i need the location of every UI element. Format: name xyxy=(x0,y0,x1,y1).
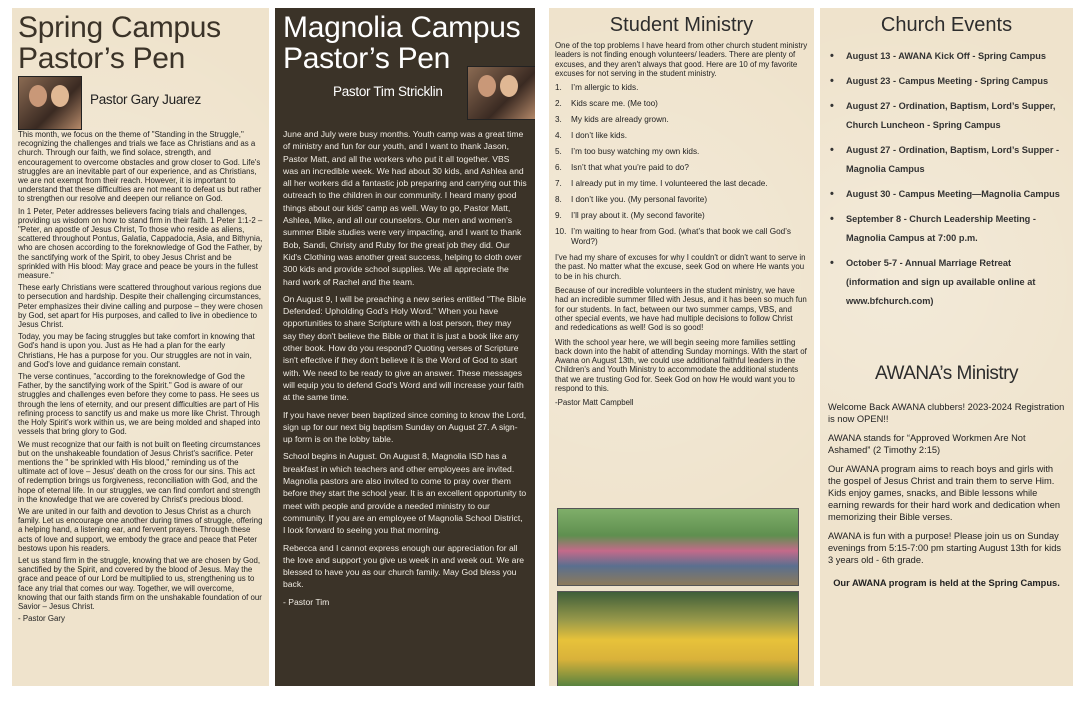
spring-paragraph: The verse continues, "according to the foreknowledge of God the Father, by the sanctifying work of the Spirit." God is aware of our struggles and challenges even before they come to pass. He sees us through the lens of eternity, and our present difficulties are part of His refining process to sanctify us and make us more like Christ. Through the Holy Spirit's work within us, we are being molded and shaped into vessels that bring glory to God. xyxy=(18,372,261,437)
events-list xyxy=(828,47,1065,311)
excuse-text: Kids scare me. (Me too) xyxy=(571,99,658,109)
magnolia-pastor-row xyxy=(283,74,527,128)
excuse-item xyxy=(555,83,808,93)
excuse-item xyxy=(555,131,808,141)
excuse-text: I’ll pray about it. (My second favorite) xyxy=(571,211,705,221)
excuse-text: My kids are already grown. xyxy=(571,115,669,125)
pastor-gary-photo xyxy=(18,76,82,130)
event-item: • August 27 - Ordination, Baptism, Lord’s Supper, Church Luncheon - Spring Campus xyxy=(828,97,1065,135)
excuse-number: 9. xyxy=(555,211,562,221)
youth-camp-photo xyxy=(557,591,799,686)
church-events-heading: Church Events xyxy=(880,14,1013,36)
awana-fun: AWANA is fun with a purpose! Please join us on Sunday evenings from 5:15-7:00 pm starting August 13th for kids 3 years old - 6th grade. xyxy=(828,531,1062,565)
awana-location: Our AWANA program is held at the Spring Campus. xyxy=(833,578,1060,588)
magnolia-paragraph: Rebecca and I cannot express enough our appreciation for all the love and support you give us week in and week out. We are blessed to have you as our church family. May God bless you back. xyxy=(283,542,525,590)
spring-paragraph: We are united in our faith and devotion to Jesus Christ as a church family. Let us encourage one another during times of struggle, offering a helping hand, a listening ear, and fervent prayers. Through these acts of love and support, we embody the grace and peace that Peter bestows upon his readers. xyxy=(18,506,263,553)
event-item: • August 30 - Campus Meeting—Magnolia Campus xyxy=(828,185,1065,204)
excuse-number: 2. xyxy=(555,99,562,109)
excuse-item xyxy=(555,99,808,109)
excuse-text: I’m too busy watching my own kids. xyxy=(571,147,700,157)
spring-paragraph: These early Christians were scattered throughout various regions due to persecution and hardship. Despite their challenging circumstances, Peter emphasizes their divine calling and purpose – they were chosen by God, set apart for His purposes, and called to live in obedience to Jesus Christ. xyxy=(18,283,263,330)
excuse-text: I don’t like you. (My personal favorite) xyxy=(571,195,708,205)
student-ministry-heading: Student Ministry xyxy=(609,14,754,36)
excuse-text: Isn’t that what you’re paid to do? xyxy=(571,163,689,173)
spring-paragraph: - Pastor Gary xyxy=(18,614,65,624)
excuse-text: I’m allergic to kids. xyxy=(571,83,639,93)
excuse-number: 1. xyxy=(555,83,562,93)
excuse-number: 3. xyxy=(555,115,562,125)
magnolia-campus-panel xyxy=(275,8,535,686)
spring-title: Spring Campus Pastor’s Pen xyxy=(18,11,221,75)
magnolia-paragraph: On August 9, I will be preaching a new series entitled “The Bible Defended: Upholding God’s Holy Word.” When you have opportunities to share Scripture with a lost person, they may say they don't believe the Bible or that it is just a book like any other book. How do you respond? Quoting verses of Scripture isn't effective if they don't believe it is the Word of God to start with. We need to be ready to give an answer. These messages will equip you to defend God's Word and will increase your faith at the same time. xyxy=(283,293,527,403)
event-item: • October 5-7 - Annual Marriage Retreat (information and sign up available online at www.bfchurch.com) xyxy=(828,254,1065,311)
magnolia-paragraph: June and July were busy months. Youth camp was a great time of ministry and fun for our youth, and I want to thank Jason, Pastor Matt, and all the workers who put it all together. VBS was an incredible week. We had about 30 kids, and Ashlea and all her workers did a fantastic job preparing and carrying out this outreach to the children in our community. I heard many good things about our kids' camp as well. Way to go, Pastor Matt, Ashlea, Mike, and all our counselors. Our men and women's summer Bible studies were very impacting, and I want to thank Bob, Sandi, Christy and Ruby for the great job they did. Our Kid's Clothing was another great success, helping to cloth over 300 kids and provide school supplies. We all appreciate the hard work of Rachel and the team. xyxy=(283,129,527,287)
awana-stands-for: AWANA stands for “Approved Workmen Are Not Ashamed” (2 Timothy 2:15) xyxy=(828,433,1026,455)
student-paragraph: -Pastor Matt Campbell xyxy=(555,398,634,408)
excuse-text: I don’t like kids. xyxy=(571,131,627,141)
event-item: • August 27 - Ordination, Baptism, Lord’s Supper - Magnolia Campus xyxy=(828,141,1065,179)
excuse-item xyxy=(555,147,808,157)
excuse-item xyxy=(555,179,808,189)
spring-paragraph: Today, you may be facing struggles but take comfort in knowing that God's hand is upon you. Just as He had a plan for the early Christians, He has a purpose for you. Our struggles are not in vain, and God's love and guidance remain constant. xyxy=(18,332,255,369)
magnolia-paragraph: - Pastor Tim xyxy=(283,596,330,607)
magnolia-title: Magnolia Campus Pastor’s Pen xyxy=(283,11,521,75)
excuse-list xyxy=(555,83,808,247)
spring-article xyxy=(18,130,263,623)
spring-pastor-name: Pastor Gary Juarez xyxy=(90,92,201,107)
student-paragraph: Because of our incredible volunteers in the student ministry, we have had an incredible summer filled with Jesus, and it has been so much fun for our students. In fact, between our two summer camps, VBS, and other special events, we have had multiple decisions to follow Christ and rededications as well! God is so good! xyxy=(555,286,807,333)
excuse-number: 10. xyxy=(555,227,567,237)
event-item: • August 13 - AWANA Kick Off - Spring Campus xyxy=(828,47,1065,66)
spring-paragraph: We must recognize that our faith is not built on fleeting circumstances but on the unshakeable foundation of Jesus Christ's sacrifice. Peter mentions the " be sprinkled with His blood," reminding us of the ultimate act of love – Jesus' death on the cross for our sins. This act of redemption brings us forgiveness, reconciliation with God, and the hope of eternal life. In our struggles, we can find comfort and strength in the knowledge that we are covered by Christ's precious blood. xyxy=(18,439,261,504)
excuse-item xyxy=(555,115,808,125)
student-group-photo xyxy=(557,508,799,586)
spring-paragraph: This month, we focus on the theme of "Standing in the Struggle," recognizing the challenges and trials we face as Christians and as a church. Through our faith, we find solace, strength, and encouragement to overcome obstacles and grow closer to God. Life's struggles are an inevitable part of our experience, and as Christians, we are not exempt from their reach. However, it is important to understand that these difficulties are not meant to defeat us but rather to strengthen our resolve and deepen our reliance on God. xyxy=(18,130,262,204)
event-item: • September 8 - Church Leadership Meeting - Magnolia Campus at 7:00 p.m. xyxy=(828,210,1065,248)
student-ministry-panel xyxy=(549,8,814,686)
awana-welcome: Welcome Back AWANA clubbers! 2023-2024 Registration is now OPEN!! xyxy=(828,402,1065,424)
awana-heading: AWANA’s Ministry xyxy=(875,363,1018,384)
event-item: • August 23 - Campus Meeting - Spring Campus xyxy=(828,72,1065,91)
excuse-text: I already put in my time. I volunteered the last decade. xyxy=(571,179,768,189)
spring-paragraph: Let us stand firm in the struggle, knowing that we are chosen by God, sanctified by the Spirit, and covered by the blood of Jesus. May the grace and peace of our Lord be multiplied to us, strengthening us to face any trial that comes our way. Together, we will overcome, knowing that our faith stands firm on the unshakable foundation of our Savior – Jesus Christ. xyxy=(18,555,262,611)
excuse-number: 8. xyxy=(555,195,562,205)
excuse-number: 4. xyxy=(555,131,562,141)
magnolia-pastor-name: Pastor Tim Stricklin xyxy=(333,84,443,99)
excuse-text: I’m waiting to hear from God. (what’s that book we call God’s Word?) xyxy=(571,227,791,247)
magnolia-article xyxy=(283,128,527,608)
excuse-item xyxy=(555,163,808,173)
spring-campus-panel xyxy=(12,8,269,686)
student-paragraph: With the school year here, we will begin seeing more families settling back down into the habit of attending Sunday mornings. With the start of Awana on August 13th, we could use additional faithful leaders in the Children's and Youth Ministry to accommodate the additional students that we are trusting God for. Seek God on how He would want you to respond to this. xyxy=(555,337,807,394)
excuse-number: 6. xyxy=(555,163,562,173)
student-intro: One of the top problems I have heard from other church student ministry leaders is not finding enough volunteers/ leaders. There are plenty of excuses, and they aren't always that good. Here are 10 of my favorite excuses for not serving in the student ministry. xyxy=(555,41,808,78)
magnolia-paragraph: If you have never been baptized since coming to know the Lord, sign up for our next big baptism Sunday on August 27. A sign-up form is on the lobby table. xyxy=(283,409,527,445)
excuse-number: 5. xyxy=(555,147,562,157)
student-paragraph: I've had my share of excuses for why I couldn't or didn't want to serve in the past. No matter what the excuse, seek God on where He wants you to be in his church. xyxy=(555,253,806,281)
spring-paragraph: In 1 Peter, Peter addresses believers facing trials and challenges, providing us wisdom on how to stand firm in their faith. 1 Peter 1:1-2 – "Peter, an apostle of Jesus Christ, To those who reside as aliens, scattered throughout Pontus, Galatia, Cappadocia, Asia, and Bithynia, who are chosen according to the foreknowledge of God the Father, by the sanctifying work of the Spirit, to obey Jesus Christ and be sprinkled with His blood: May grace and peace be yours in the fullest measure." xyxy=(18,206,263,281)
awana-program: Our AWANA program aims to reach boys and girls with the gospel of Jesus Christ and train them to serve Him. Kids enjoy games, snacks, and Bible lessons while earning rewards for their hard work and dedication when memorizing their Bible verses. xyxy=(828,464,1061,522)
magnolia-paragraph: School begins in August. On August 8, Magnolia ISD has a breakfast in which teachers and other employees are invited. Magnolia pastors are also invited to come to pray over them before they start the school year. It is an excellent opportunity to meet with people and provide a needed ministry to our community. If you are an employee of Magnolia School District, I look forward to seeing you that morning. xyxy=(283,451,527,536)
excuse-item xyxy=(555,195,808,205)
student-article xyxy=(555,253,808,407)
excuse-number: 7. xyxy=(555,179,562,189)
events-panel xyxy=(820,8,1073,686)
excuse-item xyxy=(555,211,808,221)
pastor-tim-photo xyxy=(467,66,535,120)
excuse-item xyxy=(555,227,808,247)
spring-pastor-row xyxy=(18,74,263,130)
